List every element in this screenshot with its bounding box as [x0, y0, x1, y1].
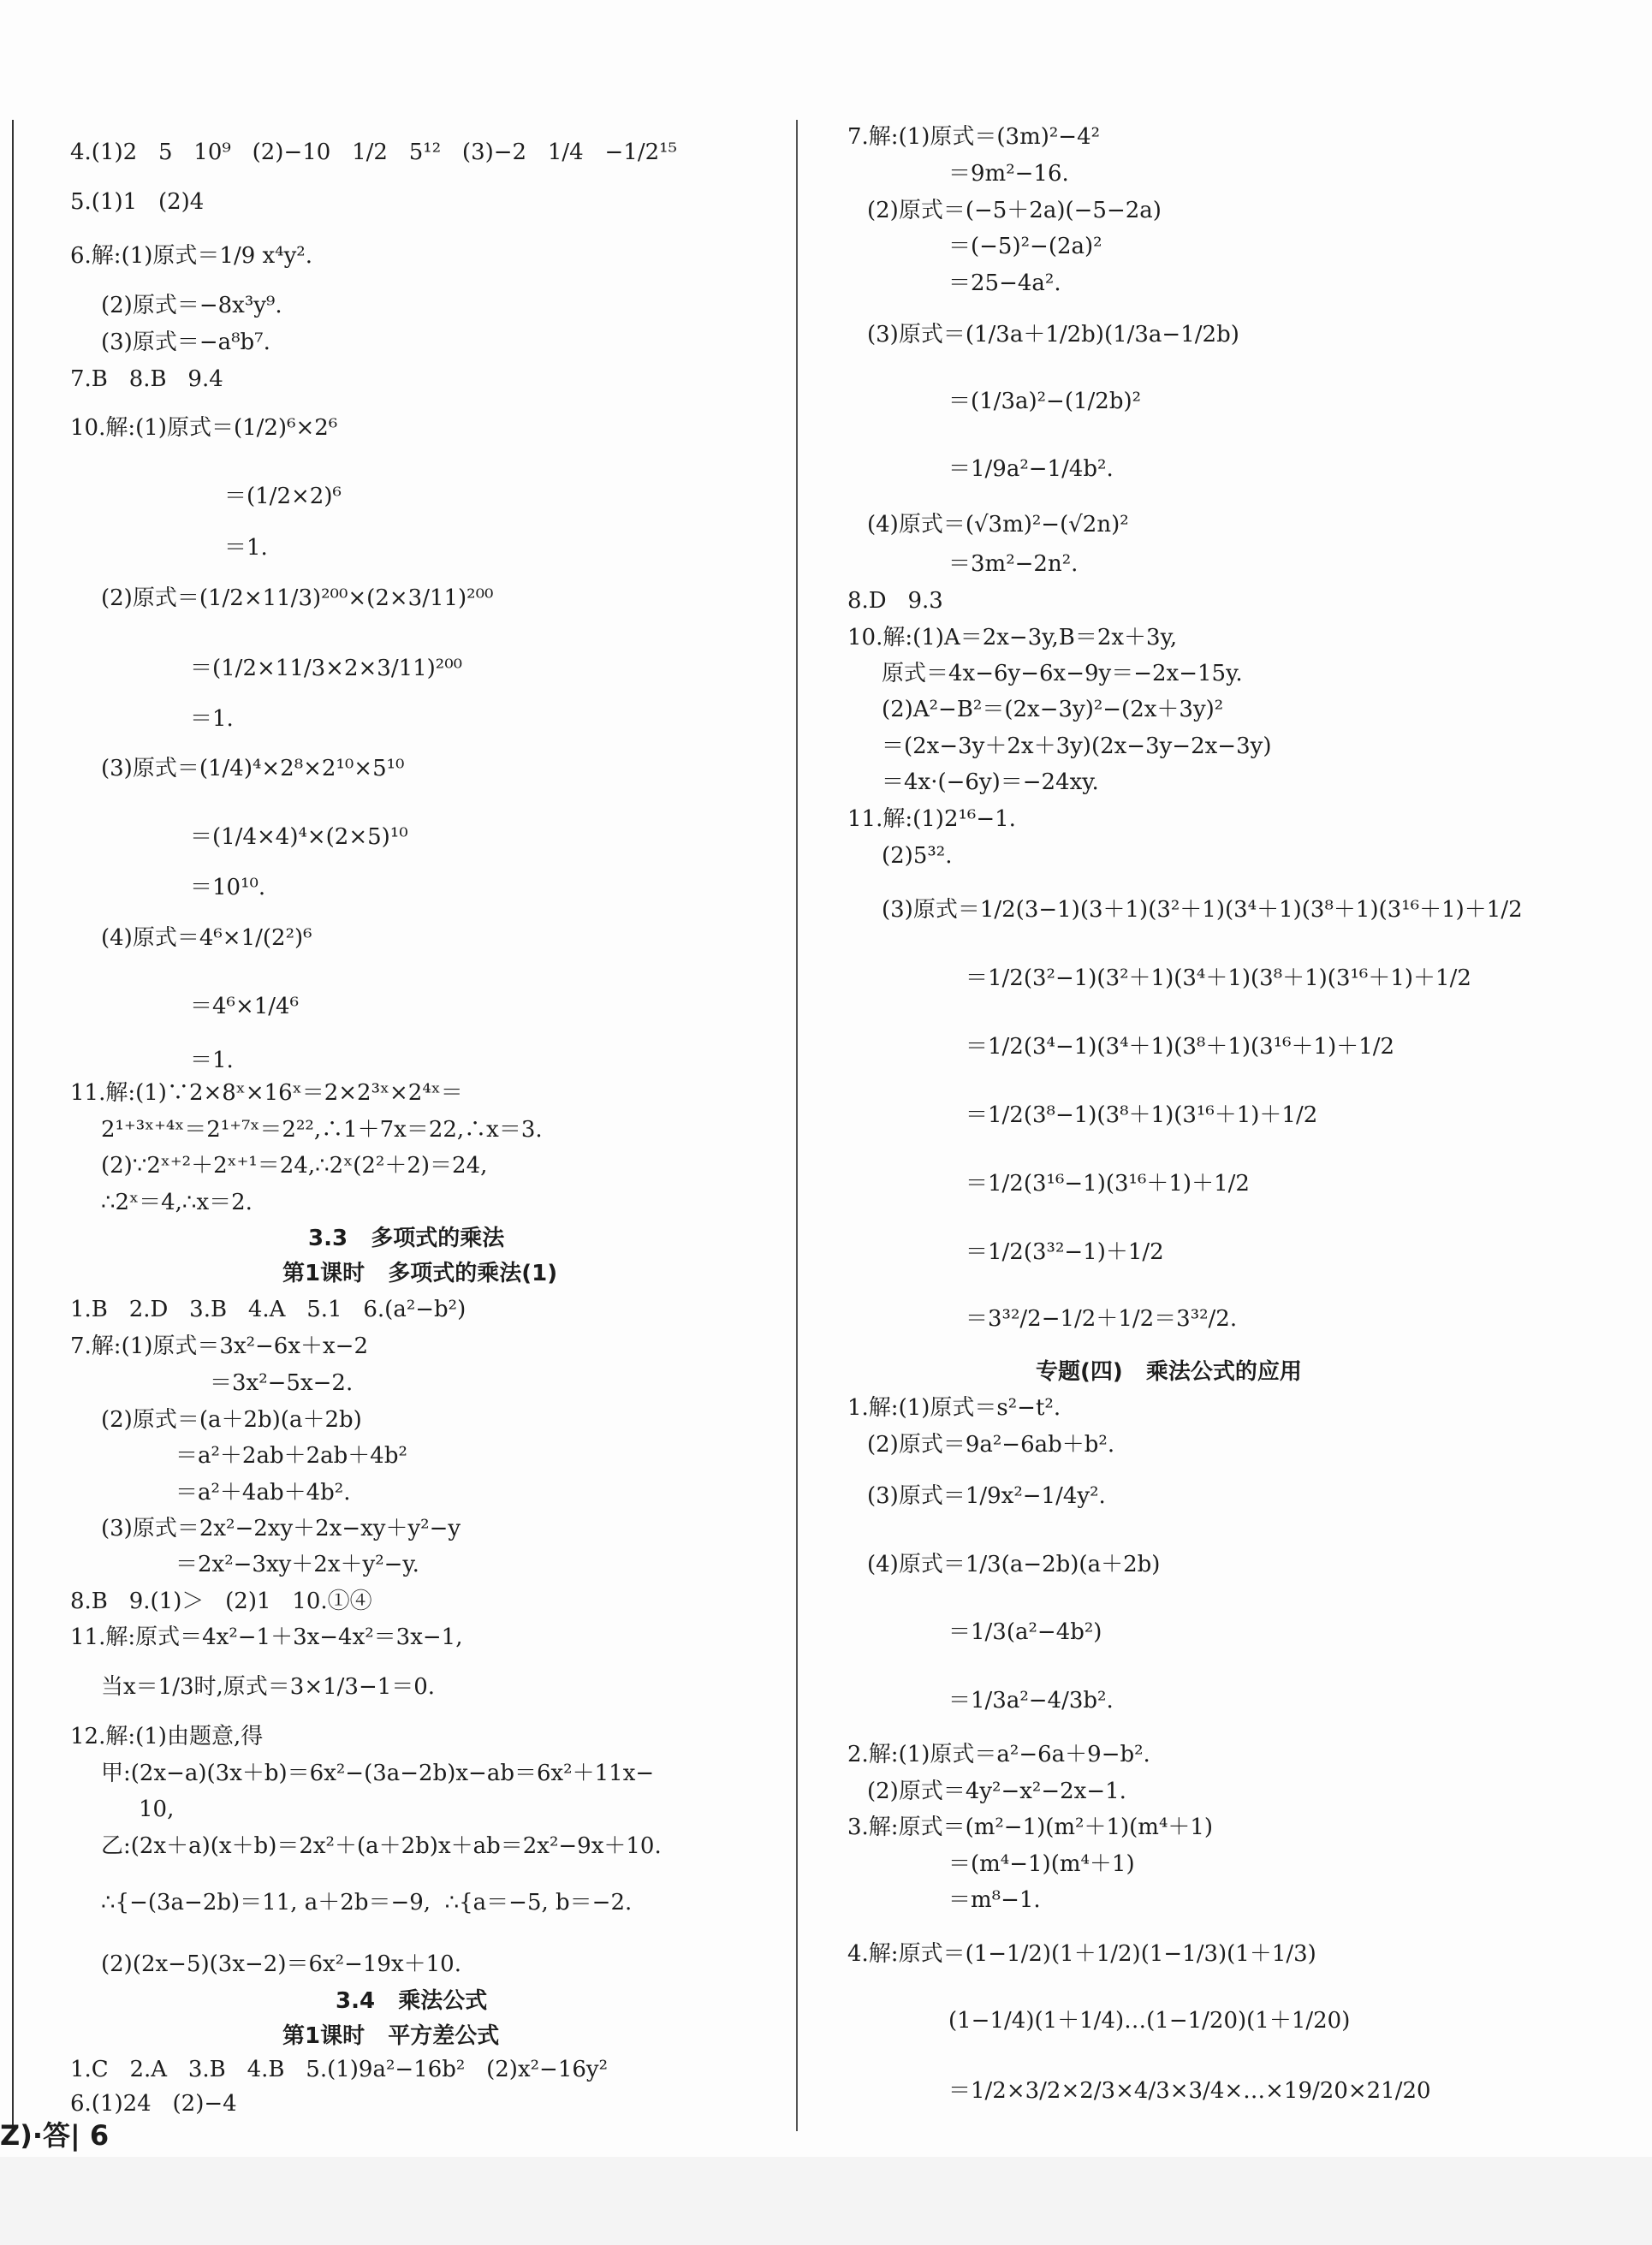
answer-line: ＝1/9a²−1/4b².	[948, 456, 1114, 482]
answer-line: ＝(1/2×2)⁶	[224, 484, 342, 509]
answer-line: (2)(2x−5)(3x−2)＝6x²−19x＋10.	[101, 1951, 461, 1977]
answer-line: 6.(1)24 (2)−4	[70, 2091, 237, 2117]
answer-line: ＝(m⁴−1)(m⁴＋1)	[948, 1851, 1135, 1877]
answer-line: 3.解:原式＝(m²−1)(m²＋1)(m⁴＋1)	[847, 1814, 1214, 1840]
answer-line: ＝1.	[190, 706, 234, 732]
answer-line: ＝1/2(3⁸−1)(3⁸＋1)(3¹⁶＋1)＋1/2	[966, 1102, 1318, 1128]
answer-line: 甲:(2x−a)(3x＋b)＝6x²−(3a−2b)x−ab＝6x²＋11x−	[101, 1761, 655, 1786]
section-heading: 3.3 多项式的乘法	[308, 1226, 505, 1251]
answer-line: 2.解:(1)原式＝a²−6a＋9−b².	[847, 1742, 1150, 1767]
answer-line: ＝(2x−3y＋2x＋3y)(2x−3y−2x−3y)	[882, 733, 1272, 759]
answer-line: 6.解:(1)原式＝1/9 x⁴y².	[70, 243, 312, 269]
answer-line: 8.B 9.(1)＞ (2)1 10.①④	[70, 1589, 372, 1614]
bottom-margin	[0, 2157, 1652, 2245]
answer-line: (2)5³².	[882, 843, 953, 869]
answer-line: 10,	[139, 1797, 175, 1822]
answer-line: ＝1/2(3⁴−1)(3⁴＋1)(3⁸＋1)(3¹⁶＋1)＋1/2	[966, 1034, 1395, 1060]
answer-line: (2)原式＝9a²−6ab＋b².	[867, 1432, 1115, 1458]
answer-line: (3)原式＝1/2(3−1)(3＋1)(3²＋1)(3⁴＋1)(3⁸＋1)(3¹⁶＋1)＋1/2	[882, 897, 1523, 923]
answer-line: ＝a²＋2ab＋2ab＋4b²	[175, 1443, 407, 1469]
answer-line: (2)∵2ˣ⁺²＋2ˣ⁺¹＝24,∴2ˣ(2²＋2)＝24,	[101, 1153, 488, 1179]
answer-line: 7.解:(1)原式＝(3m)²−4²	[847, 124, 1101, 150]
answer-line: ＝4⁶×1/4⁶	[190, 994, 300, 1019]
answer-line: (3)原式＝(1/3a＋1/2b)(1/3a−1/2b)	[867, 322, 1239, 347]
answer-line: (4)原式＝1/3(a−2b)(a＋2b)	[867, 1552, 1161, 1577]
answer-line: ＝(1/4×4)⁴×(2×5)¹⁰	[190, 824, 408, 850]
page-footer: Z)·答| 6	[0, 2119, 110, 2152]
answer-line: 5.(1)1 (2)4	[70, 189, 205, 215]
answer-line: ＝25−4a².	[948, 270, 1061, 296]
answer-line: ＝4x·(−6y)＝−24xy.	[882, 769, 1099, 795]
answer-line: ＝3m²−2n².	[948, 551, 1079, 577]
answer-line: ＝(−5)²−(2a)²	[948, 234, 1102, 259]
answer-line: ＝3³²/2−1/2＋1/2＝3³²/2.	[966, 1306, 1238, 1332]
answer-line: ＝(1/2×11/3×2×3/11)²⁰⁰	[190, 656, 463, 681]
answer-line: 11.解:原式＝4x²−1＋3x−4x²＝3x−1,	[70, 1624, 463, 1650]
answer-line: ＝2x²−3xy＋2x＋y²−y.	[175, 1552, 419, 1577]
answer-line: ＝m⁸−1.	[948, 1887, 1041, 1913]
answer-line: 10.解:(1)原式＝(1/2)⁶×2⁶	[70, 415, 338, 441]
column-divider	[796, 120, 798, 2131]
answer-line: ＝1/2×3/2×2/3×4/3×3/4×…×19/20×21/20	[948, 2078, 1431, 2104]
answer-line: (3)原式＝−a⁸b⁷.	[101, 330, 270, 355]
answer-line: ＝1/2(3¹⁶−1)(3¹⁶＋1)＋1/2	[966, 1171, 1250, 1197]
answer-line: ＝3x²−5x−2.	[210, 1370, 354, 1396]
answer-line: ＝1/2(3²−1)(3²＋1)(3⁴＋1)(3⁸＋1)(3¹⁶＋1)＋1/2	[966, 965, 1471, 991]
answer-line: ＝1/3(a²−4b²)	[948, 1619, 1102, 1645]
section-heading: 3.4 乘法公式	[336, 1988, 488, 2014]
answer-line: (2)原式＝−8x³y⁹.	[101, 293, 282, 318]
answer-line: (3)原式＝2x²−2xy＋2x−xy＋y²−y	[101, 1516, 461, 1541]
answer-line: ∴{−(3a−2b)＝11, a＋2b＝−9, ∴{a＝−5, b＝−2.	[101, 1890, 633, 1915]
answer-line: 1.B 2.D 3.B 4.A 5.1 6.(a²−b²)	[70, 1297, 466, 1322]
answer-line: (3)原式＝(1/4)⁴×2⁸×2¹⁰×5¹⁰	[101, 756, 405, 781]
answer-line: 1.解:(1)原式＝s²−t².	[847, 1395, 1061, 1421]
left-margin-rule	[12, 120, 14, 2131]
answer-line: ＝1.	[224, 535, 268, 561]
answer-line: ＝(1/3a)²−(1/2b)²	[948, 389, 1142, 414]
answer-line: ∴2ˣ＝4,∴x＝2.	[101, 1190, 253, 1215]
answer-line: (2)原式＝4y²−x²−2x−1.	[867, 1779, 1126, 1804]
answer-line: 1.C 2.A 3.B 4.B 5.(1)9a²−16b² (2)x²−16y²	[70, 2057, 609, 2082]
answer-line: 7.B 8.B 9.4	[70, 366, 223, 392]
answer-line: (2)A²−B²＝(2x−3y)²−(2x＋3y)²	[882, 697, 1224, 722]
answer-line: 4.(1)2 5 10⁹ (2)−10 1/2 5¹² (3)−2 1/4 −1/2¹⁵	[70, 140, 677, 165]
answer-line: 原式＝4x−6y−6x−9y＝−2x−15y.	[882, 661, 1243, 686]
lesson-heading: 第1课时 多项式的乘法(1)	[282, 1261, 558, 1286]
answer-line: 10.解:(1)A＝2x−3y,B＝2x＋3y,	[847, 625, 1178, 650]
answer-line: (4)原式＝(√3m)²−(√2n)²	[867, 512, 1129, 537]
answer-line: (1−1/4)(1＋1/4)…(1−1/20)(1＋1/20)	[948, 2008, 1351, 2034]
answer-line: 11.解:(1)2¹⁶−1.	[847, 806, 1016, 832]
answer-line: (2)原式＝(1/2×11/3)²⁰⁰×(2×3/11)²⁰⁰	[101, 585, 494, 611]
answer-line: 11.解:(1)∵2×8ˣ×16ˣ＝2×2³ˣ×2⁴ˣ＝	[70, 1080, 463, 1106]
answer-line: ＝1/2(3³²−1)＋1/2	[966, 1239, 1164, 1265]
answer-line: 乙:(2x＋a)(x＋b)＝2x²＋(a＋2b)x＋ab＝2x²−9x＋10.	[101, 1833, 662, 1859]
answer-line: 4.解:原式＝(1−1/2)(1＋1/2)(1−1/3)(1＋1/3)	[847, 1941, 1316, 1967]
answer-line: ＝1.	[190, 1048, 234, 1073]
answer-line: ＝10¹⁰.	[190, 875, 266, 900]
topic-heading: 专题(四) 乘法公式的应用	[1036, 1359, 1302, 1385]
answer-line: 7.解:(1)原式＝3x²−6x＋x−2	[70, 1333, 369, 1359]
answer-line: (4)原式＝4⁶×1/(2²)⁶	[101, 925, 312, 951]
answer-line: ＝1/3a²−4/3b².	[948, 1688, 1114, 1713]
answer-line: (2)原式＝(a＋2b)(a＋2b)	[101, 1407, 362, 1433]
answer-line: 当x＝1/3时,原式＝3×1/3−1＝0.	[101, 1674, 436, 1700]
answer-line: ＝9m²−16.	[948, 161, 1069, 187]
answer-line: 8.D 9.3	[847, 588, 943, 614]
answer-line: 2¹⁺³ˣ⁺⁴ˣ＝2¹⁺⁷ˣ＝2²²,∴1＋7x＝22,∴x＝3.	[101, 1117, 543, 1143]
answer-line: ＝a²＋4ab＋4b².	[175, 1480, 351, 1506]
lesson-heading: 第1课时 平方差公式	[282, 2023, 500, 2049]
answer-line: 12.解:(1)由题意,得	[70, 1724, 264, 1749]
answer-line: (3)原式＝1/9x²−1/4y².	[867, 1483, 1106, 1509]
answer-line: (2)原式＝(−5＋2a)(−5−2a)	[867, 198, 1162, 223]
